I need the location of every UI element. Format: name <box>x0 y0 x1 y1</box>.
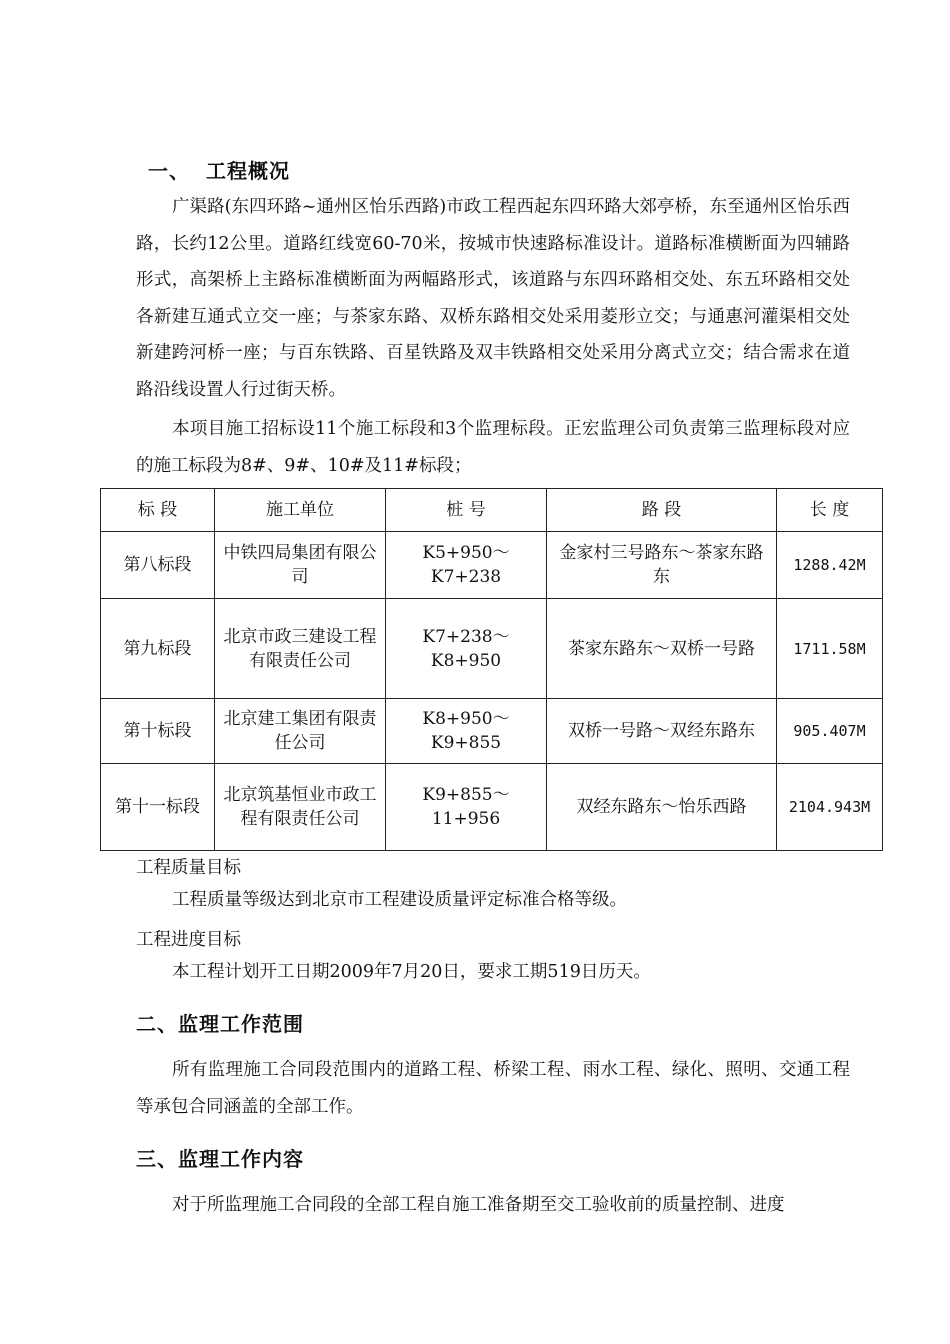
table-row <box>101 532 883 599</box>
section-3-text: 对于所监理施工合同段的全部工程自施工准备期至交工验收前的质量控制、进度 <box>172 1195 785 1215</box>
cell-section: 第八标段 <box>101 532 215 599</box>
cell-section: 第九标段 <box>101 599 215 699</box>
section-2-heading: 二、监理工作范围 <box>136 1012 304 1036</box>
table-header-row <box>101 489 883 532</box>
cell-station: K5+950～K7+238 <box>386 532 547 599</box>
cell-unit: 北京建工集团有限责任公司 <box>215 699 386 764</box>
cell-road: 茶家东路东～双桥一号路 <box>547 599 777 699</box>
section-3-heading: 三、监理工作内容 <box>136 1147 304 1171</box>
schedule-target-text: 本工程计划开工日期2009年7月20日，要求工期519日历天。 <box>172 962 651 982</box>
schedule-target-label: 工程进度目标 <box>136 930 241 950</box>
cell-road: 双桥一号路～双经东路东 <box>547 699 777 764</box>
header-station: 桩 号 <box>386 489 547 532</box>
cell-length: 905.407M <box>777 699 883 764</box>
section-2-text: 所有监理施工合同段范围内的道路工程、桥梁工程、雨水工程、绿化、照明、交通工程等承包合同涵盖的全部工作。 <box>136 1060 850 1117</box>
cell-road: 双经东路东～怡乐西路 <box>547 764 777 851</box>
table-row <box>101 764 883 851</box>
table-row <box>101 699 883 764</box>
cell-section: 第十标段 <box>101 699 215 764</box>
cell-unit: 中铁四局集团有限公司 <box>215 532 386 599</box>
header-length: 长 度 <box>777 489 883 532</box>
cell-station: K8+950～K9+855 <box>386 699 547 764</box>
section-1-heading <box>148 155 290 184</box>
cell-length: 1288.42M <box>777 532 883 599</box>
section-1-number: 一、 <box>148 159 190 183</box>
bid-sections-paragraph: 本项目施工招标设11个施工标段和3个监理标段。正宏监理公司负责第三监理标段对应的施工标段为8#、9#、10#及11#标段； <box>136 419 850 476</box>
bid-sections-table <box>100 488 883 851</box>
header-road: 路 段 <box>547 489 777 532</box>
cell-station: K9+855～11+956 <box>386 764 547 851</box>
cell-unit: 北京市政三建设工程有限责任公司 <box>215 599 386 699</box>
cell-section: 第十一标段 <box>101 764 215 851</box>
header-unit: 施工单位 <box>215 489 386 532</box>
cell-length: 2104.943M <box>777 764 883 851</box>
quality-target-label: 工程质量目标 <box>136 858 241 878</box>
section-1-title: 工程概况 <box>206 159 290 183</box>
table-row <box>101 599 883 699</box>
cell-road: 金家村三号路东～茶家东路东 <box>547 532 777 599</box>
quality-target-text: 工程质量等级达到北京市工程建设质量评定标准合格等级。 <box>172 890 627 910</box>
cell-station: K7+238～K8+950 <box>386 599 547 699</box>
cell-unit: 北京筑基恒业市政工程有限责任公司 <box>215 764 386 851</box>
cell-length: 1711.58M <box>777 599 883 699</box>
project-overview-paragraph: 广渠路(东四环路~通州区怡乐西路)市政工程西起东四环路大郊亭桥，东至通州区怡乐西路，长约12公里。道路红线宽60-70米，按城市快速路标准设计。道路标准横断面为四辅路形式，高架桥上主路标准横断面为两幅路形式，该道路与东四环路相交处、东五环路相交处各新建互通式立交一座；与茶家东路、双桥东路相交处采用菱形立交；与通惠河灌渠相交处新建跨河桥一座；与百东铁路、百星铁路及双丰铁路相交处采用分离式立交；结合需求在道路沿线设置人行过街天桥。 <box>136 197 850 400</box>
header-section: 标 段 <box>101 489 215 532</box>
